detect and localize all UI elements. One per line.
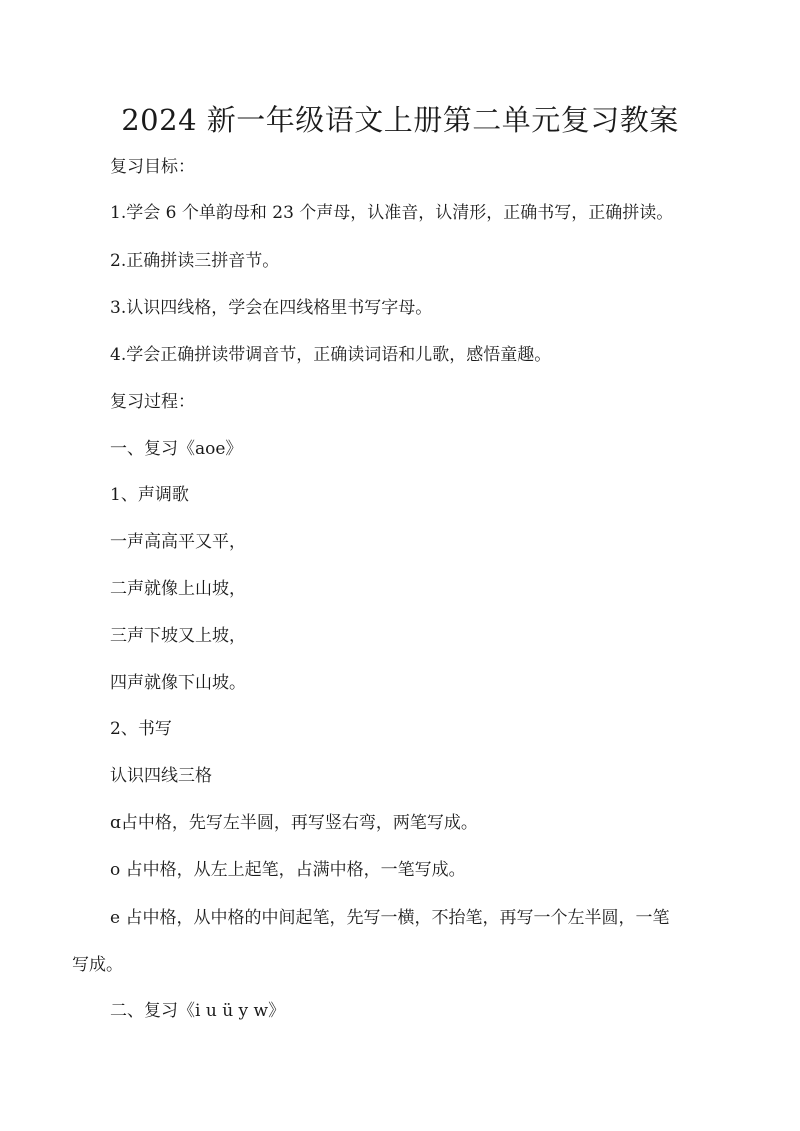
poem-line-2: 二声就像上山坡， xyxy=(110,579,246,599)
subsection-heading-aoe: 一、复习《aoe》 xyxy=(110,439,243,459)
section-heading-goals: 复习目标： xyxy=(110,157,195,177)
goal-item-1: 1.学会 6 个单韵母和 23 个声母，认准音，认清形，正确书写，正确拼读。 xyxy=(110,203,674,223)
document-title: 2024 新一年级语文上册第二单元复习教案 xyxy=(121,103,679,137)
section-heading-process: 复习过程： xyxy=(110,392,195,412)
writing-rule-a: ɑ占中格，先写左半圆，再写竖右弯，两笔写成。 xyxy=(110,813,478,833)
writing-rule-e-continued: 写成。 xyxy=(72,955,123,975)
subsection-heading-iuvyw: 二、复习《i u ü y w》 xyxy=(110,1001,286,1021)
writing-intro: 认识四线三格 xyxy=(110,766,212,786)
item-heading-tone-song: 1、声调歌 xyxy=(110,485,189,505)
item-heading-writing: 2、书写 xyxy=(110,719,172,739)
poem-line-3: 三声下坡又上坡， xyxy=(110,626,246,646)
goal-item-3: 3.认识四线格，学会在四线格里书写字母。 xyxy=(110,298,433,318)
poem-line-1: 一声高高平又平， xyxy=(110,532,246,552)
writing-rule-e: e 占中格，从中格的中间起笔，先写一横，不抬笔，再写一个左半圆，一笔 xyxy=(110,908,670,928)
goal-item-4: 4.学会正确拼读带调音节，正确读词语和儿歌，感悟童趣。 xyxy=(110,345,552,365)
goal-item-2: 2.正确拼读三拼音节。 xyxy=(110,251,280,271)
poem-line-4: 四声就像下山坡。 xyxy=(110,673,246,693)
writing-rule-o: o 占中格，从左上起笔，占满中格，一笔写成。 xyxy=(110,860,466,880)
